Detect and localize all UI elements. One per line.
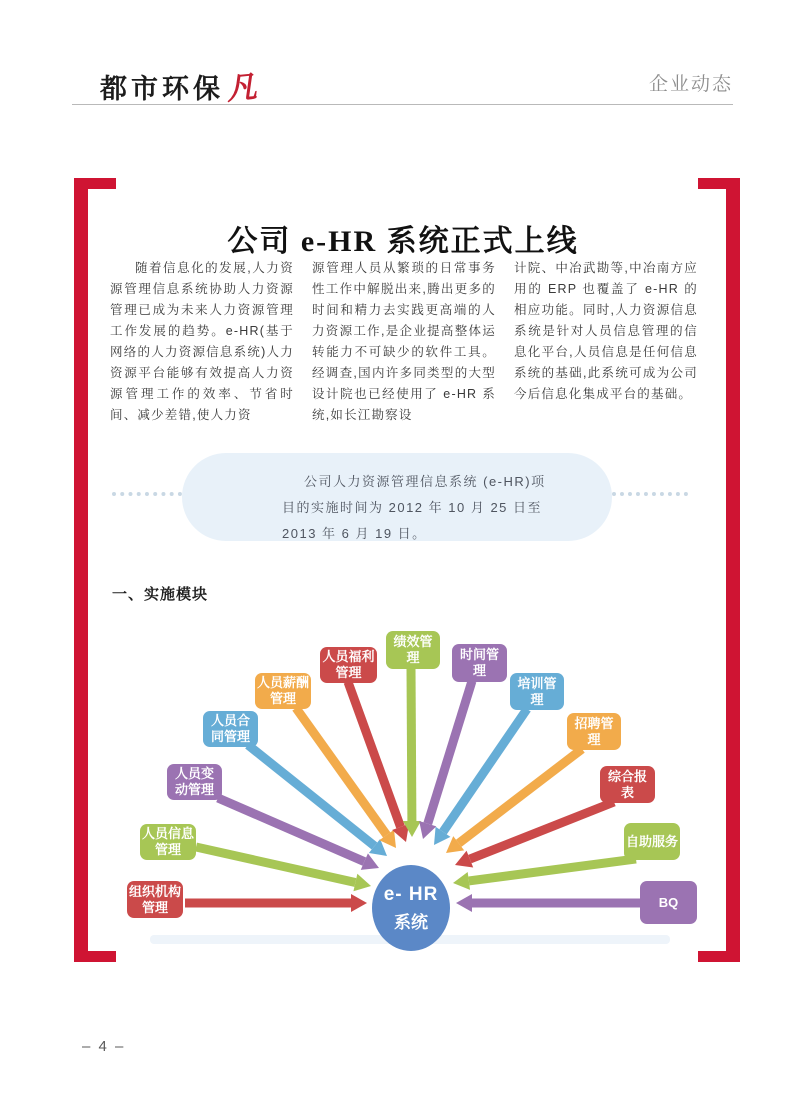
module-arrowhead [353, 874, 371, 892]
callout-box [182, 453, 612, 541]
module-label: 培训管理 [510, 673, 564, 710]
module-arrow [411, 668, 412, 821]
module-label: 绩效管理 [386, 631, 440, 669]
module-label: 组织机构管理 [127, 881, 183, 918]
article-title: 公司 e-HR 系统正式上线 [227, 225, 579, 259]
logo-text: 都市环保 [100, 74, 224, 104]
text-column-2: 源管理人员从繁琐的日常事务性工作中解脱出来,腾出更多的时间和精力去实践更高端的人力资源工作,是企业提高整体运转能力不可缺少的软件工具。经调查,国内许多同类型的大型设计院也已经使用了 e-HR 系统,如长江勘察设 [312, 261, 496, 422]
frame-right-bar [726, 178, 740, 962]
module-arrowhead [453, 872, 470, 890]
section-label: 企业动态 [648, 74, 733, 95]
section-heading: 一、实施模块 [112, 586, 209, 603]
text-column-3: 计院、中冶武勘等,中冶南方应用的 ERP 也覆盖了 e-HR 的相应功能。同时,人力资源信息系统是针对人员信息管理的信息化平台,人员信息是任何信息系统的基础,此系统可成为公司今后信息化集成平台的基础。 [514, 261, 698, 401]
center-node-line2: 系统 [394, 912, 428, 932]
callout-line: 2013 年 6 月 19 日。 [282, 526, 427, 541]
module-arrow [470, 802, 614, 859]
ehr-center-node [372, 865, 450, 951]
dotted-line-left [112, 492, 182, 496]
frame-corner-top-left [88, 178, 116, 189]
page-header [72, 60, 733, 105]
callout-line: 公司人力资源管理信息系统 (e-HR)项 [304, 474, 546, 489]
publication-logo [100, 63, 259, 107]
module-arrow [459, 749, 582, 843]
module-label: 综合报表 [600, 766, 655, 803]
module-arrowhead [456, 894, 472, 912]
module-arrowhead [419, 821, 436, 839]
module-label: 自助服务 [624, 823, 680, 860]
module-arrowhead [351, 894, 367, 912]
frame-left-bar [74, 178, 88, 962]
frame-corner-top-right [698, 178, 726, 189]
module-arrow [348, 682, 401, 827]
module-label: 人员薪酬管理 [255, 673, 311, 709]
module-label: 人员信息管理 [140, 824, 196, 860]
module-label: 人员合同管理 [203, 711, 258, 747]
ehr-diagram [100, 615, 710, 960]
module-label: 人员变动管理 [167, 764, 222, 800]
logo-calligraphy-mark: 凡 [224, 70, 259, 107]
center-node-line1: e- HR [383, 883, 439, 905]
module-label: BQ [640, 881, 697, 924]
module-label: 时间管理 [452, 644, 507, 682]
module-arrow [469, 859, 636, 881]
module-arrow [196, 847, 355, 883]
text-column-1: 随着信息化的发展,人力资源管理信息系统协助人力资源管理已成为未来人力资源管理工作发展的趋势。e-HR(基于网络的人力资源信息系统)人力资源平台能够有效提高人力资源管理工作的效率、节省时间、减少差错,使人力资 [110, 261, 294, 422]
dotted-line-right [612, 492, 688, 496]
module-label: 人员福利管理 [320, 647, 377, 683]
callout-line: 目的实施时间为 2012 年 10 月 25 日至 [282, 500, 543, 515]
callout-text [282, 469, 552, 547]
page-number: – 4 – [82, 1038, 126, 1055]
module-arrow [218, 798, 364, 862]
module-label: 招聘管理 [567, 713, 621, 750]
article-body [110, 258, 698, 426]
